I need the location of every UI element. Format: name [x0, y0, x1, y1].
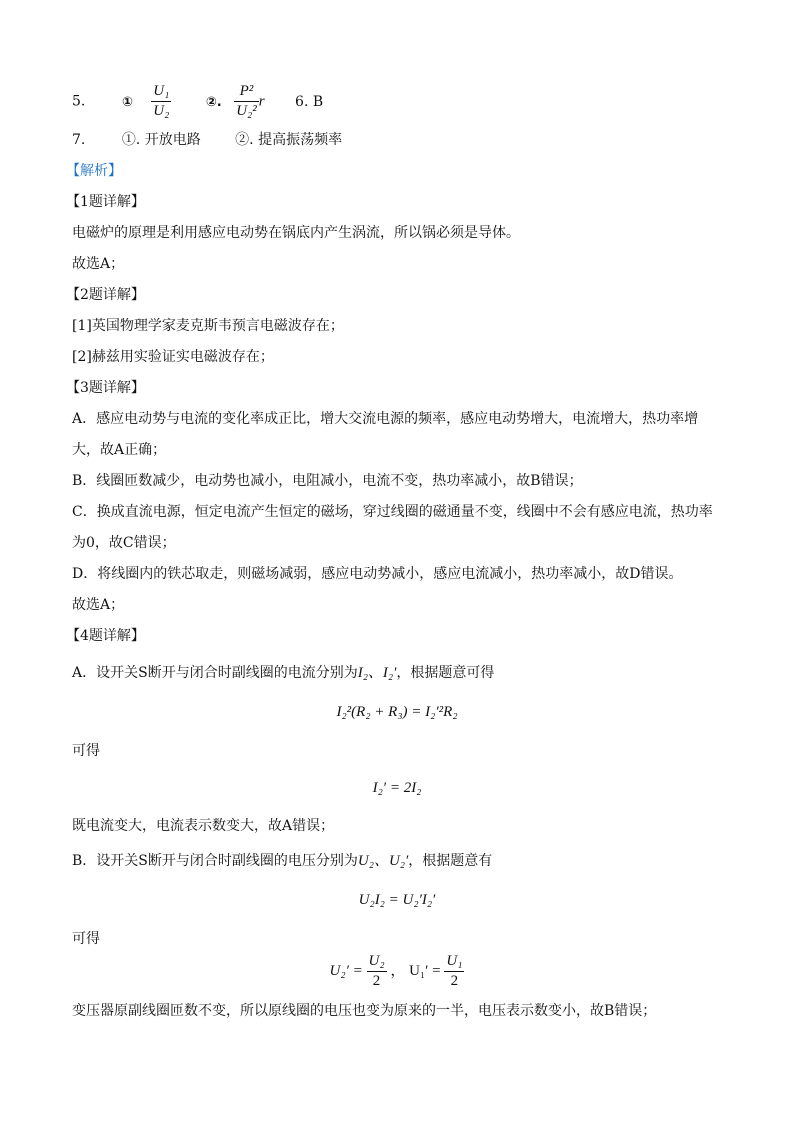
section-3-end: 故选A；: [72, 597, 125, 613]
section-4-heading: 【4题详解】: [66, 628, 145, 644]
q7-answer-1: ①. 开放电路: [121, 132, 201, 148]
section-3-heading: 【3题详解】: [66, 380, 145, 396]
section-4-option-b-2: 变压器原副线圈匝数不变，所以原线圈的电压也变为原来的一半，电压表示数变小，故B错误；: [72, 1003, 657, 1019]
section-1-line-1: 电磁炉的原理是利用感应电动势在锅底内产生涡流，所以锅必须是导体。: [72, 225, 520, 241]
q5-r: r: [258, 93, 265, 110]
section-2-line-1: [1]英国物理学家麦克斯韦预言电磁波存在；: [72, 318, 344, 334]
answer-row-7: [72, 131, 342, 149]
eq4-fraction-2: $\frac{\text{U₁}}{2}$: [446, 953, 463, 989]
equation-4: U₂′ = $\frac{\text{U₂}}{2}$ ， U₁′ = $\frac{\text{U₁}}{2}$: [329, 953, 463, 989]
equation-2: I₂′ = 2I₂: [372, 780, 422, 796]
section-3-option-c-2: 为0，故C错误；: [72, 535, 176, 551]
kede-2: 可得: [72, 931, 100, 947]
section-3-option-b: B．线圈匝数减少，电动势也减小，电阻减小，电流不变，热功率减小，故B错误；: [72, 473, 583, 489]
section-4-option-a-1: A．设开关S断开与闭合时副线圈的电流分别为I₂、I₂′，根据题意可得: [72, 665, 495, 681]
q5-mark-2: ②.: [205, 94, 222, 110]
q5-fraction-1: $\frac{\text{U₁}}{\text{U₂}}$: [153, 83, 170, 119]
eq4-fraction-1: $\frac{\text{U₂}}{2}$: [368, 953, 385, 989]
current-vars: I₂、I₂′: [357, 665, 397, 681]
section-2-heading: 【2题详解】: [66, 287, 145, 303]
section-4-option-a-2: 既电流变大，电流表示数变大，故A错误；: [72, 818, 335, 834]
q5-mark-1: ①: [121, 94, 133, 110]
analysis-heading: 【解析】: [66, 163, 122, 179]
answer-row-5-6: [72, 84, 323, 119]
section-2-line-2: [2]赫兹用实验证实电磁波存在；: [72, 349, 274, 365]
q5-fraction-2: $\frac{\text{P²}}{\text{U₂²}}$: [236, 83, 257, 119]
section-3-option-d: D．将线圈内的铁芯取走，则磁场减弱，感应电动势减小，感应电流减小，热功率减小，故D错误。: [72, 566, 683, 582]
section-1-line-2: 故选A；: [72, 256, 125, 272]
kede-1: 可得: [72, 743, 100, 759]
section-4-option-b-1: B．设开关S断开与闭合时副线圈的电压分别为U₂、U₂′，根据题意有: [72, 853, 493, 869]
q7-answer-2: ②. 提高振荡频率: [235, 132, 343, 148]
section-3-option-a-1: A．感应电动势与电流的变化率成正比，增大交流电源的频率，感应电动势增大，电流增大，热功率增: [72, 411, 699, 427]
voltage-vars: U₂、U₂′: [357, 853, 409, 869]
equation-3: U₂I₂ = U₂′I₂′: [358, 892, 436, 908]
q6-answer: 6. B: [295, 93, 324, 110]
section-3-option-a-2: 大，故A正确；: [72, 442, 167, 458]
q7-number: 7.: [72, 132, 86, 148]
q5-number: 5.: [72, 93, 86, 110]
equation-1: I₂²(R₂ + R₃) = I₂′²R₂: [336, 704, 458, 720]
section-3-option-c-1: C．换成直流电源，恒定电流产生恒定的磁场，穿过线圈的磁通量不变，线圈中不会有感应电流，热功率: [72, 504, 713, 520]
section-1-heading: 【1题详解】: [66, 194, 145, 210]
